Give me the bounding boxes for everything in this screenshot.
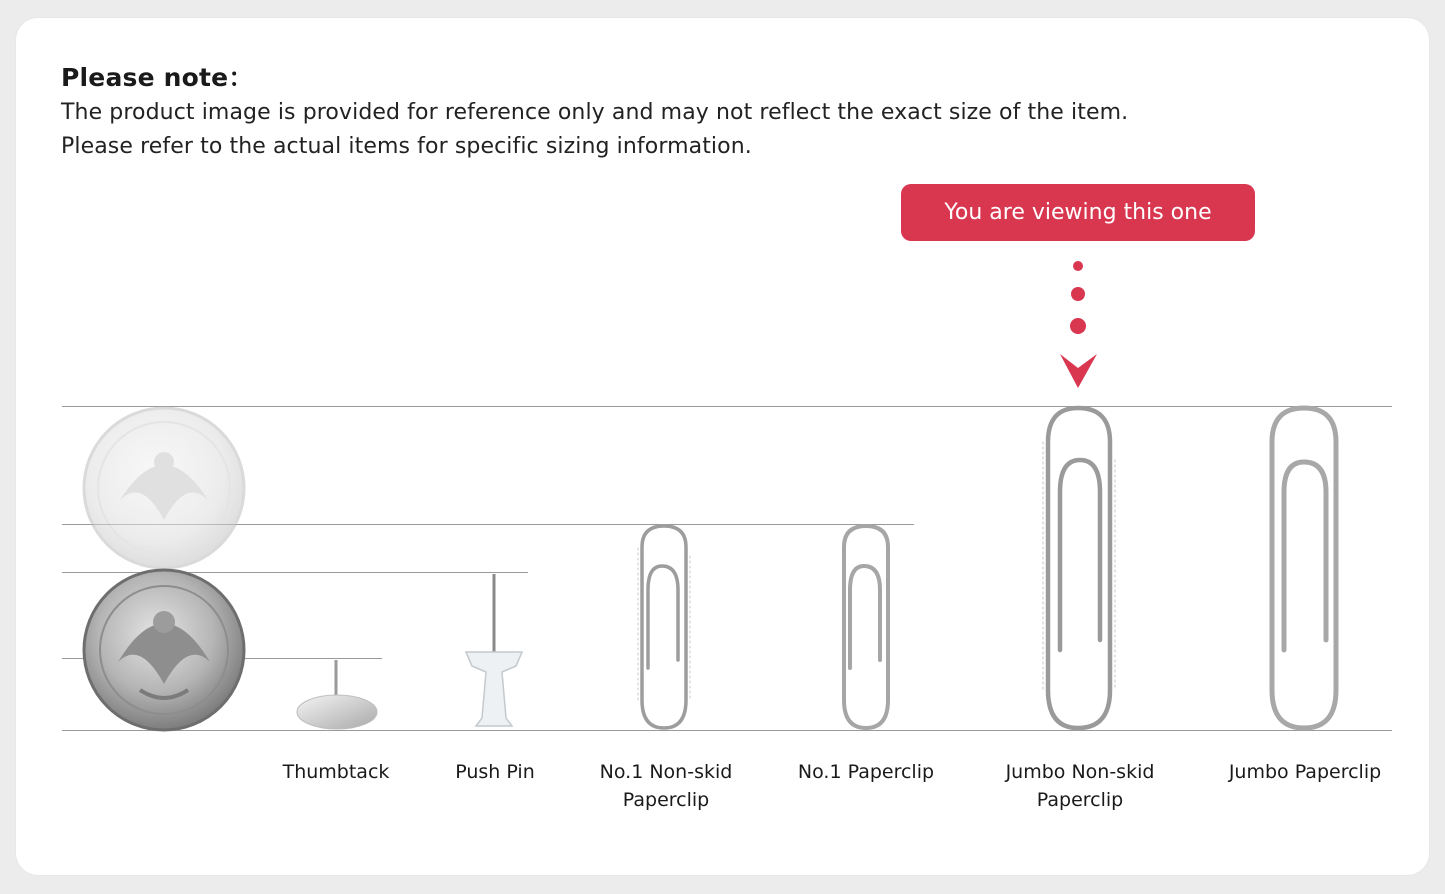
thumbtack-item bbox=[297, 660, 377, 729]
note-line-2: Please refer to the actual items for specific sizing information. bbox=[61, 134, 752, 159]
item-label-push-pin: Push Pin bbox=[455, 761, 535, 783]
item-label-jumbo-nonskid-paperclip: Jumbo Non-skid Paperclip bbox=[1005, 761, 1155, 811]
jumbo-nonskid-paperclip-item bbox=[1043, 408, 1115, 728]
item-label-no1-paperclip: No.1 Paperclip bbox=[797, 761, 935, 783]
item-label-thumbtack: Thumbtack bbox=[282, 761, 390, 783]
no1-nonskid-paperclip-item bbox=[638, 526, 690, 728]
item-label-jumbo-paperclip: Jumbo Paperclip bbox=[1228, 761, 1382, 783]
note-title: Please note： bbox=[61, 63, 254, 92]
item-label-no1-nonskid-paperclip: No.1 Non-skid Paperclip bbox=[599, 761, 733, 811]
no1-paperclip-item bbox=[844, 526, 888, 728]
viewing-badge: You are viewing this one bbox=[901, 184, 1255, 241]
jumbo-paperclip-item bbox=[1272, 408, 1336, 728]
push-pin-item bbox=[466, 574, 522, 726]
quarter-coin-faded bbox=[84, 408, 244, 568]
note-line-1: The product image is provided for reference only and may not reflect the exact size of the item. bbox=[61, 100, 1129, 125]
pointer-chevron-icon bbox=[1060, 354, 1097, 388]
quarter-coin bbox=[84, 570, 244, 730]
